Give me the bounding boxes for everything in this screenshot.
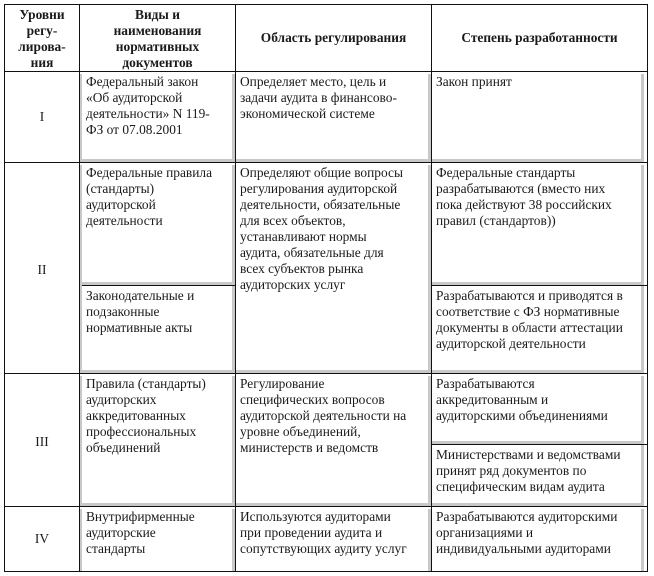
- header-documents: Виды и наименования нормативных документов: [113, 7, 202, 70]
- document-cell: Законодательные и подзаконные нормативные акты: [86, 288, 195, 335]
- status-cell: Закон принят: [436, 74, 512, 89]
- document-cell: Внутрифирменные аудиторские стандарты: [86, 509, 195, 556]
- level-label: III: [35, 434, 49, 449]
- document-cell: Правила (стандарты) аудиторских аккредитованных профессиональных объединений: [86, 376, 206, 455]
- scope-cell: Используются аудиторами при проведении аудита и сопутствующих аудиту услуг: [240, 509, 407, 556]
- header-status: Степень разработанности: [461, 30, 618, 45]
- scope-cell: Определяют общие вопросы регулирования аудиторской деятельности, обязательные для всех объектов, устанавливают нормы аудита, обязательные для всех субъектов рынка аудиторских услуг: [240, 165, 403, 292]
- status-cell: Федеральные стандарты разрабатываются (вместо них пока действуют 38 российских правил (стандартов)): [436, 165, 612, 228]
- level-label: II: [37, 262, 47, 277]
- scope-cell: Регулирование специфических вопросов аудиторской деятельности на уровне объединений, министерств и ведомств: [240, 376, 407, 455]
- header-level: Уровни регу- лирова- ния: [18, 7, 66, 70]
- status-cell: Разрабатываются аудиторскими организациями и индивидуальными аудиторами: [436, 509, 618, 556]
- document-cell: Федеральный закон «Об аудиторской деятельности» N 119- ФЗ от 07.08.2001: [86, 74, 210, 137]
- status-cell: Разрабатываются и приводятся в соответствие с ФЗ нормативные документы в области аттестации аудиторской деятельности: [436, 288, 623, 351]
- scope-cell: Определяет место, цель и задачи аудита в финансово- экономической системе: [240, 74, 397, 121]
- level-label: I: [39, 109, 45, 124]
- header-scope: Область регулирования: [260, 30, 407, 45]
- status-cell: Разрабатываются аккредитованным и аудиторскими объединениями: [436, 376, 608, 423]
- status-cell: Министерствами и ведомствами принят ряд документов по специфическим видам аудита: [436, 447, 621, 494]
- level-label: IV: [34, 531, 50, 546]
- document-cell: Федеральные правила (стандарты) аудиторской деятельности: [86, 165, 213, 228]
